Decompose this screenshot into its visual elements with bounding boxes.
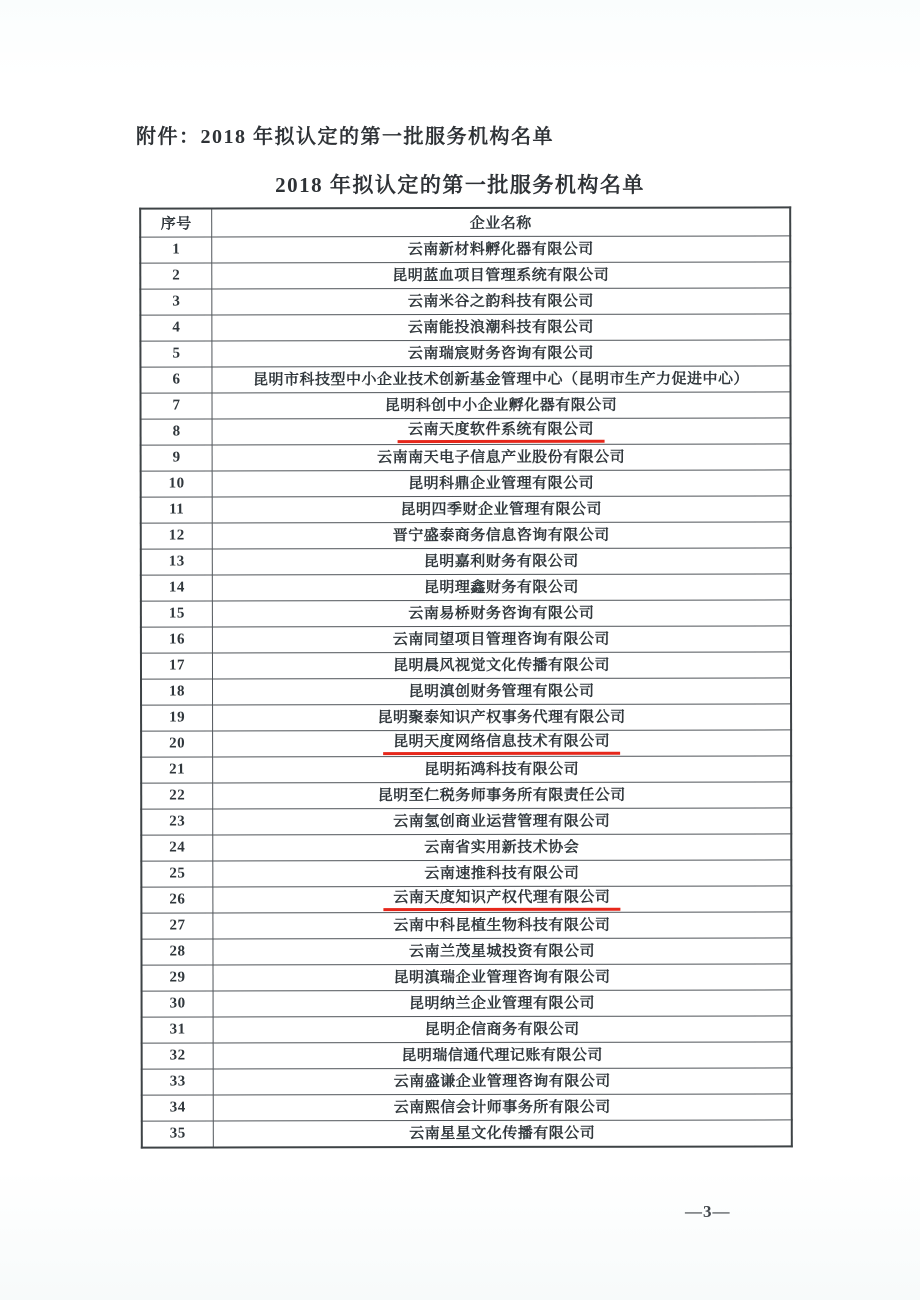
company-name: 昆明理鑫财务有限公司 (423, 579, 579, 596)
table-row (141, 678, 791, 705)
row-company-name-cell (213, 834, 792, 861)
table-row (141, 522, 791, 549)
header-company-name: 企业名称 (212, 207, 791, 237)
company-name: 云南氢创商业运营管理有限公司 (393, 813, 611, 830)
row-company-name-cell (213, 1042, 792, 1069)
row-serial-number: 10 (141, 471, 213, 497)
company-name: 云南米谷之韵科技有限公司 (407, 293, 594, 310)
row-company-name-cell (213, 860, 792, 887)
row-company-name-cell (213, 990, 792, 1017)
company-name: 云南中科昆植生物科技有限公司 (393, 917, 611, 934)
row-serial-number: 2 (140, 263, 212, 289)
header-serial-number: 序号 (140, 208, 212, 237)
table-row (142, 1094, 792, 1121)
company-name: 昆明拓鸿科技有限公司 (424, 761, 580, 778)
table-row (141, 834, 791, 861)
row-serial-number: 5 (140, 341, 212, 367)
row-serial-number: 34 (142, 1095, 214, 1121)
table-row (140, 314, 790, 341)
company-name: 云南星星文化传播有限公司 (409, 1125, 596, 1142)
row-serial-number: 6 (140, 367, 212, 393)
row-company-name-cell (213, 964, 792, 991)
table-row (141, 782, 791, 809)
table-row (141, 574, 791, 601)
table-row (141, 860, 791, 887)
row-company-name-cell (213, 782, 792, 809)
row-serial-number: 28 (141, 939, 213, 965)
attachment-title: 附件：2018 年拟认定的第一批服务机构名单 (136, 126, 554, 148)
row-serial-number: 11 (141, 497, 213, 523)
company-name: 云南兰茂星城投资有限公司 (408, 943, 595, 960)
row-company-name-cell (212, 600, 791, 627)
table-row (142, 1016, 792, 1043)
company-name-red-underlined: 云南天度软件系统有限公司 (398, 420, 604, 443)
row-company-name-cell (212, 626, 791, 653)
company-name: 昆明纳兰企业管理有限公司 (409, 995, 596, 1012)
company-name: 晋宁盛泰商务信息咨询有限公司 (392, 527, 610, 544)
row-serial-number: 27 (141, 913, 213, 939)
row-company-name-cell (212, 444, 791, 471)
row-company-name-cell (213, 1068, 792, 1095)
table-row (141, 548, 791, 575)
row-company-name-cell (213, 912, 792, 939)
table-row (142, 1068, 792, 1095)
company-table (139, 206, 793, 1148)
row-company-name-cell (212, 652, 791, 679)
row-serial-number: 35 (142, 1121, 214, 1148)
row-serial-number: 1 (140, 237, 212, 263)
row-serial-number: 32 (142, 1043, 214, 1069)
row-company-name-cell (212, 340, 791, 367)
row-company-name-cell (212, 548, 791, 575)
company-name: 昆明瑞信通代理记账有限公司 (401, 1047, 603, 1064)
row-serial-number: 18 (141, 679, 213, 705)
table-row (142, 1120, 792, 1148)
table-row (142, 964, 792, 991)
table-row (141, 704, 791, 731)
company-name: 云南省实用新技术协会 (424, 839, 580, 856)
row-serial-number: 25 (141, 861, 213, 887)
row-company-name-cell (212, 314, 791, 341)
company-name: 云南南天电子信息产业股份有限公司 (377, 449, 626, 466)
table-row (141, 470, 791, 497)
row-company-name-cell (213, 1120, 792, 1148)
row-company-name-cell (213, 678, 792, 705)
row-serial-number: 21 (141, 757, 213, 783)
row-serial-number: 17 (141, 653, 213, 679)
row-company-name-cell (212, 392, 791, 419)
page-number: —3— (685, 1202, 731, 1221)
table-row (141, 496, 791, 523)
table-row (142, 1042, 792, 1069)
company-name: 云南能投浪潮科技有限公司 (407, 319, 594, 336)
table-row (141, 444, 791, 471)
company-name: 云南瑞宸财务咨询有限公司 (407, 345, 594, 362)
row-serial-number: 8 (141, 419, 213, 445)
row-serial-number: 23 (141, 809, 213, 835)
row-serial-number: 14 (141, 575, 213, 601)
company-name: 云南速推科技有限公司 (424, 865, 580, 882)
table-row (141, 392, 791, 419)
company-name: 昆明嘉利财务有限公司 (423, 553, 579, 570)
company-name: 云南同望项目管理咨询有限公司 (392, 631, 610, 648)
table-row (141, 938, 791, 965)
company-name: 昆明蓝血项目管理系统有限公司 (392, 267, 610, 284)
table-header-row (140, 207, 790, 237)
table-row (141, 600, 791, 627)
row-serial-number: 30 (142, 991, 214, 1017)
company-name: 云南易桥财务咨询有限公司 (408, 605, 595, 622)
company-name: 昆明至仁税务师事务所有限责任公司 (377, 787, 626, 804)
table-row (140, 288, 790, 315)
table-row (140, 262, 790, 289)
row-company-name-cell (212, 418, 791, 445)
row-serial-number: 7 (141, 393, 213, 419)
row-company-name-cell (213, 730, 792, 757)
table-row (141, 730, 791, 757)
table-row (141, 418, 791, 445)
company-name: 昆明科鼎企业管理有限公司 (408, 475, 595, 492)
row-company-name-cell (213, 1094, 792, 1121)
table-title: 2018 年拟认定的第一批服务机构名单 (275, 173, 645, 197)
row-company-name-cell (213, 808, 792, 835)
row-company-name-cell (212, 236, 791, 263)
company-name: 昆明企信商务有限公司 (424, 1021, 580, 1038)
row-serial-number: 31 (142, 1017, 214, 1043)
row-serial-number: 13 (141, 549, 213, 575)
table-row (140, 340, 790, 367)
table-row (142, 990, 792, 1017)
row-serial-number: 16 (141, 627, 213, 653)
company-name: 云南熙信会计师事务所有限公司 (393, 1099, 611, 1116)
table-row (141, 912, 791, 939)
company-name: 云南新材料孵化器有限公司 (407, 241, 594, 258)
company-name-red-underlined: 云南天度知识产权代理有限公司 (383, 888, 620, 911)
row-company-name-cell (212, 470, 791, 497)
row-serial-number: 33 (142, 1069, 214, 1095)
row-company-name-cell (213, 756, 792, 783)
row-serial-number: 9 (141, 445, 213, 471)
company-name: 昆明晨风视觉文化传播有限公司 (392, 657, 610, 674)
table-row (141, 808, 791, 835)
company-name: 昆明滇瑞企业管理咨询有限公司 (393, 969, 611, 986)
company-name: 云南盛谦企业管理咨询有限公司 (393, 1073, 611, 1090)
company-name: 昆明科创中小企业孵化器有限公司 (384, 397, 618, 414)
company-name: 昆明滇创财务管理有限公司 (408, 683, 595, 700)
row-company-name-cell (213, 1016, 792, 1043)
row-serial-number: 4 (140, 315, 212, 341)
row-company-name-cell (212, 574, 791, 601)
row-company-name-cell (212, 288, 791, 315)
company-name: 昆明聚泰知识产权事务代理有限公司 (377, 709, 626, 726)
row-company-name-cell (213, 704, 792, 731)
row-company-name-cell (212, 496, 791, 523)
row-serial-number: 29 (142, 965, 214, 991)
company-name-red-underlined: 昆明天度网络信息技术有限公司 (383, 732, 620, 755)
company-name: 昆明四季财企业管理有限公司 (400, 501, 602, 518)
row-serial-number: 19 (141, 705, 213, 731)
row-serial-number: 26 (141, 887, 213, 913)
table-row (140, 366, 790, 393)
table-row (141, 652, 791, 679)
row-serial-number: 24 (141, 835, 213, 861)
table-row (141, 756, 791, 783)
table-row (140, 236, 790, 263)
row-serial-number: 20 (141, 731, 213, 757)
row-serial-number: 3 (140, 289, 212, 315)
row-company-name-cell (213, 886, 792, 913)
row-company-name-cell (212, 522, 791, 549)
row-serial-number: 22 (141, 783, 213, 809)
table-row (141, 886, 791, 913)
row-company-name-cell (213, 938, 792, 965)
table-row (141, 626, 791, 653)
row-company-name-cell (212, 262, 791, 289)
row-serial-number: 15 (141, 601, 213, 627)
company-name: 昆明市科技型中小企业技术创新基金管理中心（昆明市生产力促进中心） (252, 371, 749, 388)
row-serial-number: 12 (141, 523, 213, 549)
row-company-name-cell (212, 366, 791, 393)
